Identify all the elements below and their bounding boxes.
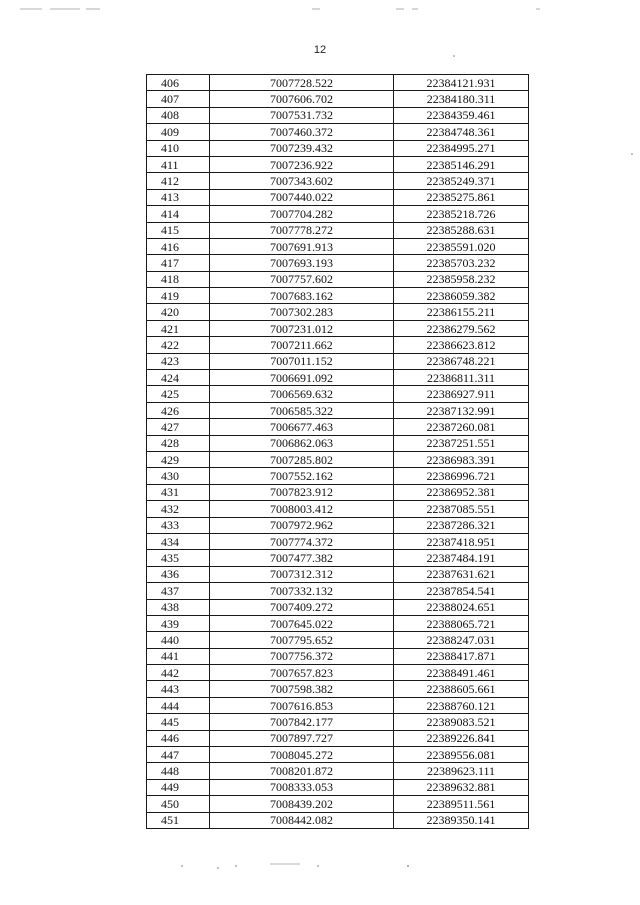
point-number-cell: 421: [147, 320, 210, 336]
point-number-cell: 418: [147, 271, 210, 287]
y-coordinate-cell: 22385288.631: [394, 222, 529, 238]
point-number-cell: 422: [147, 337, 210, 353]
x-coordinate-cell: 7007460.372: [210, 124, 394, 140]
y-coordinate-cell: 22388065.721: [394, 615, 529, 631]
point-number-cell: 439: [147, 615, 210, 631]
y-coordinate-cell: 22389623.111: [394, 763, 529, 779]
y-coordinate-cell: 22389511.561: [394, 796, 529, 812]
table-row: [147, 468, 529, 484]
x-coordinate-cell: 7008201.872: [210, 763, 394, 779]
table-row: [147, 337, 529, 353]
point-number-cell: 408: [147, 107, 210, 123]
point-number-cell: 443: [147, 681, 210, 697]
point-number-cell: 444: [147, 697, 210, 713]
x-coordinate-cell: 7007531.732: [210, 107, 394, 123]
table-row: [147, 501, 529, 517]
point-number-cell: 431: [147, 484, 210, 500]
table-row: [147, 238, 529, 254]
point-number-cell: 411: [147, 156, 210, 172]
y-coordinate-cell: 22385275.861: [394, 189, 529, 205]
y-coordinate-cell: 22386748.221: [394, 353, 529, 369]
point-number-cell: 424: [147, 370, 210, 386]
page-number: 12: [313, 44, 327, 56]
table-row: [147, 697, 529, 713]
x-coordinate-cell: 7007231.012: [210, 320, 394, 336]
y-coordinate-cell: 22387085.551: [394, 501, 529, 517]
table-row: [147, 140, 529, 156]
y-coordinate-cell: 22385591.020: [394, 238, 529, 254]
point-number-cell: 449: [147, 779, 210, 795]
table-row: [147, 648, 529, 664]
x-coordinate-cell: 7007778.272: [210, 222, 394, 238]
table-row: [147, 107, 529, 123]
table-row: [147, 435, 529, 451]
y-coordinate-cell: 22387286.321: [394, 517, 529, 533]
point-number-cell: 430: [147, 468, 210, 484]
point-number-cell: 440: [147, 632, 210, 648]
y-coordinate-cell: 22385218.726: [394, 206, 529, 222]
y-coordinate-cell: 22386927.911: [394, 386, 529, 402]
table-row: [147, 189, 529, 205]
y-coordinate-cell: 22388605.661: [394, 681, 529, 697]
point-number-cell: 451: [147, 812, 210, 828]
point-number-cell: 450: [147, 796, 210, 812]
point-number-cell: 437: [147, 583, 210, 599]
y-coordinate-cell: 22386983.391: [394, 451, 529, 467]
table-row: [147, 320, 529, 336]
y-coordinate-cell: 22388417.871: [394, 648, 529, 664]
x-coordinate-cell: 7006569.632: [210, 386, 394, 402]
table-row: [147, 747, 529, 763]
table-row: [147, 796, 529, 812]
x-coordinate-cell: 7007897.727: [210, 730, 394, 746]
x-coordinate-cell: 7007302.283: [210, 304, 394, 320]
y-coordinate-cell: 22387260.081: [394, 419, 529, 435]
y-coordinate-cell: 22387631.621: [394, 566, 529, 582]
point-number-cell: 433: [147, 517, 210, 533]
x-coordinate-cell: 7007842.177: [210, 714, 394, 730]
x-coordinate-cell: 7007645.022: [210, 615, 394, 631]
y-coordinate-cell: 22384359.461: [394, 107, 529, 123]
x-coordinate-cell: 7008045.272: [210, 747, 394, 763]
y-coordinate-cell: 22388491.461: [394, 665, 529, 681]
point-number-cell: 419: [147, 288, 210, 304]
point-number-cell: 446: [147, 730, 210, 746]
table-row: [147, 730, 529, 746]
table-row: [147, 451, 529, 467]
x-coordinate-cell: 7007011.152: [210, 353, 394, 369]
point-number-cell: 429: [147, 451, 210, 467]
x-coordinate-cell: 7007657.823: [210, 665, 394, 681]
table-row: [147, 517, 529, 533]
y-coordinate-cell: 22387418.951: [394, 533, 529, 549]
table-row: [147, 419, 529, 435]
point-number-cell: 432: [147, 501, 210, 517]
x-coordinate-cell: 7007795.652: [210, 632, 394, 648]
point-number-cell: 441: [147, 648, 210, 664]
point-number-cell: 435: [147, 550, 210, 566]
table-row: [147, 156, 529, 172]
table-row: [147, 599, 529, 615]
y-coordinate-cell: 22384180.311: [394, 91, 529, 107]
y-coordinate-cell: 22389632.881: [394, 779, 529, 795]
point-number-cell: 409: [147, 124, 210, 140]
point-number-cell: 413: [147, 189, 210, 205]
coordinates-table: [146, 74, 529, 829]
table-row: [147, 386, 529, 402]
point-number-cell: 442: [147, 665, 210, 681]
point-number-cell: 407: [147, 91, 210, 107]
table-row: [147, 550, 529, 566]
x-coordinate-cell: 7007606.702: [210, 91, 394, 107]
table-row: [147, 681, 529, 697]
x-coordinate-cell: 7007774.372: [210, 533, 394, 549]
point-number-cell: 423: [147, 353, 210, 369]
x-coordinate-cell: 7007683.162: [210, 288, 394, 304]
point-number-cell: 434: [147, 533, 210, 549]
x-coordinate-cell: 7007440.022: [210, 189, 394, 205]
table-row: [147, 222, 529, 238]
y-coordinate-cell: 22389083.521: [394, 714, 529, 730]
x-coordinate-cell: 7007691.913: [210, 238, 394, 254]
y-coordinate-cell: 22386279.562: [394, 320, 529, 336]
x-coordinate-cell: 7006862.063: [210, 435, 394, 451]
x-coordinate-cell: 7008442.082: [210, 812, 394, 828]
table-row: [147, 402, 529, 418]
point-number-cell: 417: [147, 255, 210, 271]
table-row: [147, 304, 529, 320]
point-number-cell: 428: [147, 435, 210, 451]
x-coordinate-cell: 7007728.522: [210, 75, 394, 91]
table-row: [147, 91, 529, 107]
y-coordinate-cell: 22388024.651: [394, 599, 529, 615]
x-coordinate-cell: 7008003.412: [210, 501, 394, 517]
table-row: [147, 173, 529, 189]
table-row: [147, 271, 529, 287]
table-row: [147, 779, 529, 795]
table-row: [147, 288, 529, 304]
x-coordinate-cell: 7007552.162: [210, 468, 394, 484]
table-row: [147, 75, 529, 91]
y-coordinate-cell: 22386952.381: [394, 484, 529, 500]
point-number-cell: 425: [147, 386, 210, 402]
point-number-cell: 436: [147, 566, 210, 582]
point-number-cell: 414: [147, 206, 210, 222]
x-coordinate-cell: 7007972.962: [210, 517, 394, 533]
x-coordinate-cell: 7007823.912: [210, 484, 394, 500]
x-coordinate-cell: 7007211.662: [210, 337, 394, 353]
y-coordinate-cell: 22386623.812: [394, 337, 529, 353]
x-coordinate-cell: 7008439.202: [210, 796, 394, 812]
point-number-cell: 438: [147, 599, 210, 615]
y-coordinate-cell: 22387484.191: [394, 550, 529, 566]
point-number-cell: 447: [147, 747, 210, 763]
x-coordinate-cell: 7007756.372: [210, 648, 394, 664]
y-coordinate-cell: 22386155.211: [394, 304, 529, 320]
point-number-cell: 410: [147, 140, 210, 156]
point-number-cell: 412: [147, 173, 210, 189]
x-coordinate-cell: 7006677.463: [210, 419, 394, 435]
x-coordinate-cell: 7007757.602: [210, 271, 394, 287]
point-number-cell: 406: [147, 75, 210, 91]
x-coordinate-cell: 7006691.092: [210, 370, 394, 386]
y-coordinate-cell: 22389556.081: [394, 747, 529, 763]
table-row: [147, 812, 529, 828]
x-coordinate-cell: 7007693.193: [210, 255, 394, 271]
y-coordinate-cell: 22389350.141: [394, 812, 529, 828]
table-row: [147, 255, 529, 271]
table-row: [147, 714, 529, 730]
x-coordinate-cell: 7007312.312: [210, 566, 394, 582]
y-coordinate-cell: 22385958.232: [394, 271, 529, 287]
x-coordinate-cell: 7007239.432: [210, 140, 394, 156]
x-coordinate-cell: 7007285.802: [210, 451, 394, 467]
y-coordinate-cell: 22387854.541: [394, 583, 529, 599]
y-coordinate-cell: 22388247.031: [394, 632, 529, 648]
y-coordinate-cell: 22384121.931: [394, 75, 529, 91]
x-coordinate-cell: 7007598.382: [210, 681, 394, 697]
table-row: [147, 370, 529, 386]
point-number-cell: 415: [147, 222, 210, 238]
x-coordinate-cell: 7007704.282: [210, 206, 394, 222]
table-row: [147, 206, 529, 222]
y-coordinate-cell: 22387132.991: [394, 402, 529, 418]
y-coordinate-cell: 22388760.121: [394, 697, 529, 713]
x-coordinate-cell: 7007616.853: [210, 697, 394, 713]
table-row: [147, 533, 529, 549]
y-coordinate-cell: 22385249.371: [394, 173, 529, 189]
x-coordinate-cell: 7008333.053: [210, 779, 394, 795]
y-coordinate-cell: 22384995.271: [394, 140, 529, 156]
table-row: [147, 615, 529, 631]
y-coordinate-cell: 22386996.721: [394, 468, 529, 484]
x-coordinate-cell: 7007343.602: [210, 173, 394, 189]
table-row: [147, 484, 529, 500]
coordinates-table-body: [147, 75, 529, 829]
point-number-cell: 426: [147, 402, 210, 418]
point-number-cell: 427: [147, 419, 210, 435]
table-row: [147, 763, 529, 779]
x-coordinate-cell: 7006585.322: [210, 402, 394, 418]
x-coordinate-cell: 7007332.132: [210, 583, 394, 599]
table-row: [147, 353, 529, 369]
point-number-cell: 445: [147, 714, 210, 730]
y-coordinate-cell: 22386811.311: [394, 370, 529, 386]
y-coordinate-cell: 22389226.841: [394, 730, 529, 746]
point-number-cell: 448: [147, 763, 210, 779]
y-coordinate-cell: 22387251.551: [394, 435, 529, 451]
y-coordinate-cell: 22384748.361: [394, 124, 529, 140]
x-coordinate-cell: 7007409.272: [210, 599, 394, 615]
point-number-cell: 416: [147, 238, 210, 254]
y-coordinate-cell: 22385703.232: [394, 255, 529, 271]
y-coordinate-cell: 22386059.382: [394, 288, 529, 304]
table-row: [147, 566, 529, 582]
table-row: [147, 124, 529, 140]
y-coordinate-cell: 22385146.291: [394, 156, 529, 172]
table-row: [147, 632, 529, 648]
x-coordinate-cell: 7007236.922: [210, 156, 394, 172]
x-coordinate-cell: 7007477.382: [210, 550, 394, 566]
table-row: [147, 665, 529, 681]
point-number-cell: 420: [147, 304, 210, 320]
table-row: [147, 583, 529, 599]
